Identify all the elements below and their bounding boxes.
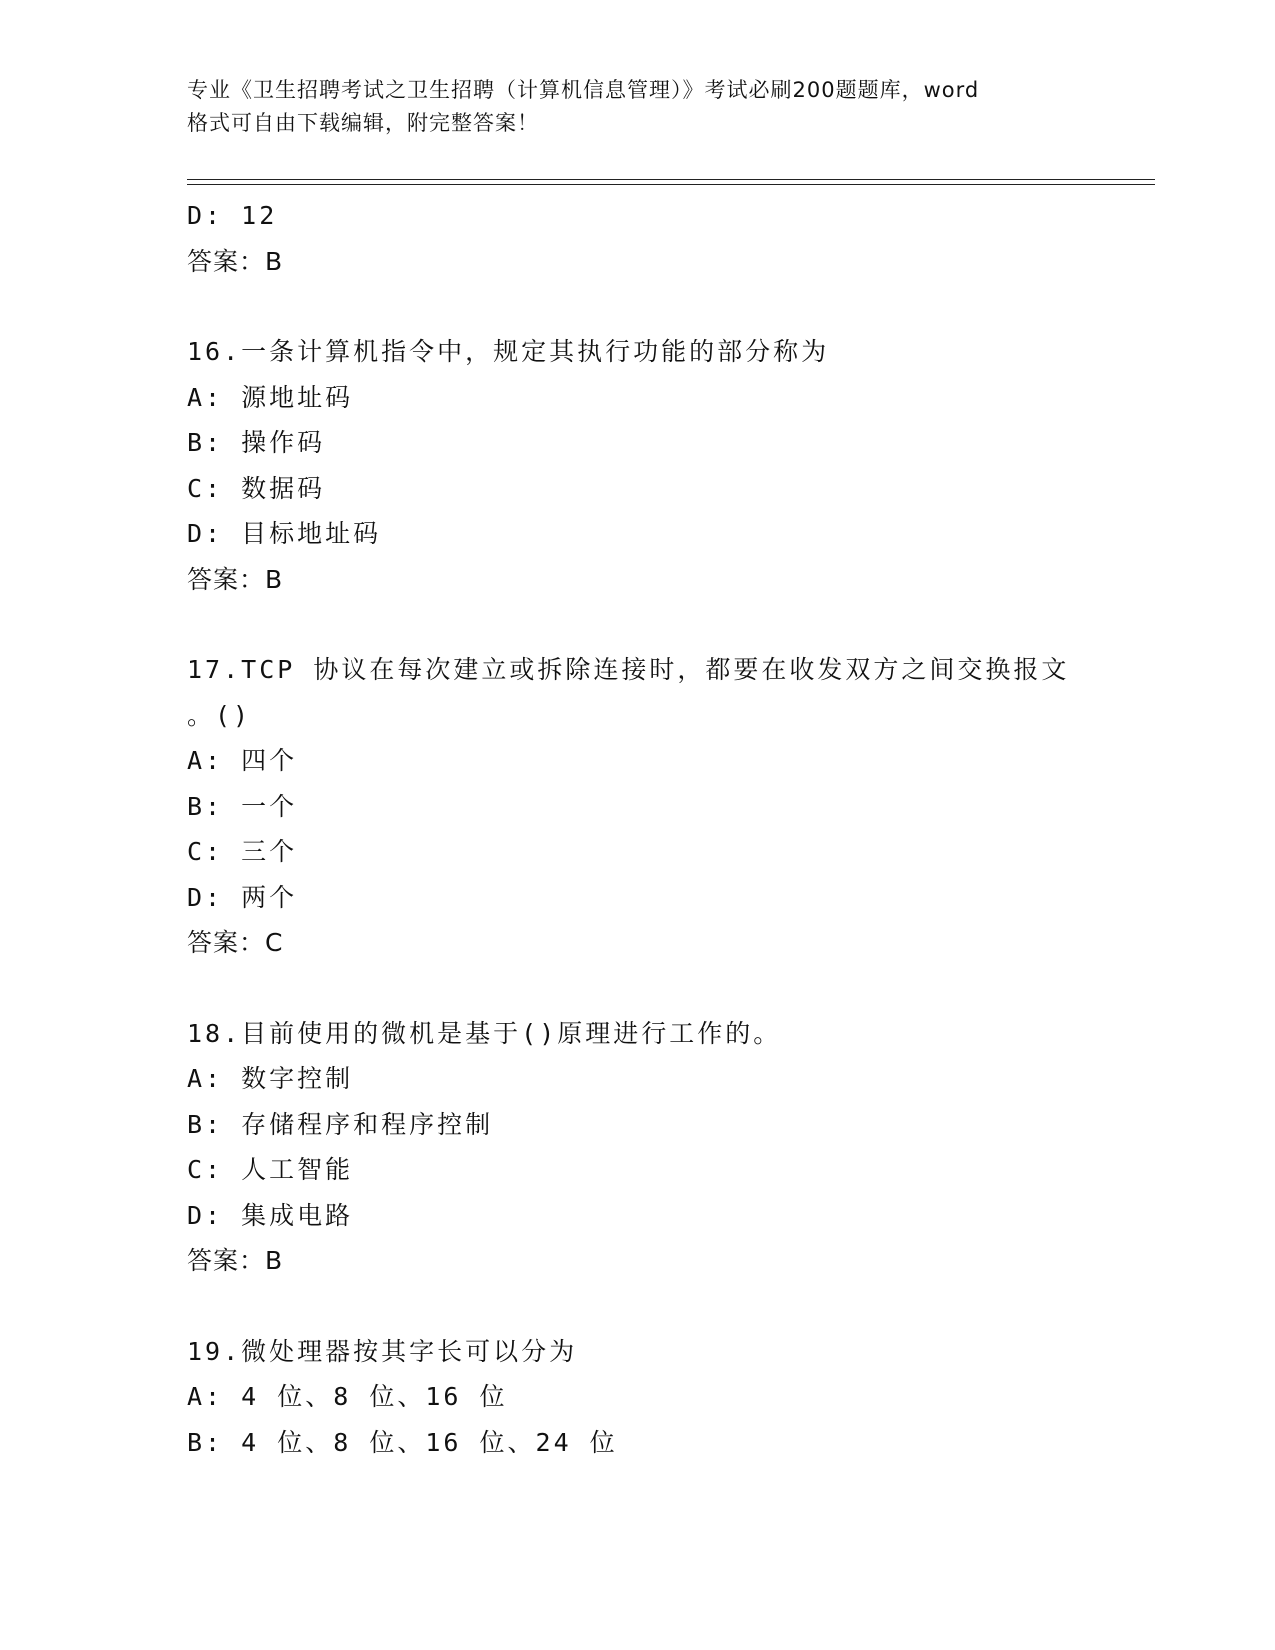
spacer	[187, 966, 1187, 1011]
question-stem: 18.目前使用的微机是基于()原理进行工作的。	[187, 1018, 782, 1048]
header-line-1: 专业《卫生招聘考试之卫生招聘（计算机信息管理）》考试必刷200题题库，word	[187, 78, 980, 102]
question-19	[187, 1329, 1187, 1466]
answer-line: 答案：B	[187, 564, 284, 594]
spacer	[187, 1284, 1187, 1329]
option-a: A: 源地址码	[187, 382, 354, 412]
question-content	[187, 193, 1187, 1465]
option-d: D: 目标地址码	[187, 519, 382, 548]
option-b: B: 存储程序和程序控制	[187, 1109, 494, 1139]
header-divider-bottom	[187, 184, 1155, 185]
question-stem: 19.微处理器按其字长可以分为	[187, 1336, 578, 1366]
option-a: A: 四个	[187, 746, 298, 775]
question-stem: 16.一条计算机指令中，规定其执行功能的部分称为	[187, 337, 830, 366]
question-18	[187, 1011, 1187, 1284]
option-b: B: 一个	[187, 791, 298, 821]
previous-question-tail	[187, 193, 1187, 284]
question-16	[187, 329, 1187, 602]
option-c: C: 数据码	[187, 473, 326, 503]
answer-line: 答案：C	[187, 928, 284, 957]
option-a: A: 4 位、8 位、16 位	[187, 1382, 508, 1411]
option-c: C: 三个	[187, 837, 298, 866]
option-a: A: 数字控制	[187, 1064, 354, 1093]
option-d: D: 集成电路	[187, 1200, 354, 1230]
header-divider-top	[187, 179, 1155, 180]
option-b: B: 操作码	[187, 428, 326, 457]
document-header	[187, 74, 1087, 140]
question-17	[187, 647, 1187, 966]
spacer	[187, 284, 1187, 329]
option-b: B: 4 位、8 位、16 位、24 位	[187, 1427, 618, 1457]
option-d: D: 12	[187, 201, 278, 230]
spacer	[187, 602, 1187, 647]
option-d: D: 两个	[187, 882, 298, 912]
option-c: C: 人工智能	[187, 1155, 354, 1184]
header-line-2: 格式可自由下载编辑，附完整答案！	[187, 111, 539, 135]
answer-line: 答案：B	[187, 246, 284, 276]
question-stem: 17.TCP 协议在每次建立或拆除连接时，都要在收发双方之间交换报文	[187, 655, 1070, 684]
question-stem-continued: 。()	[187, 700, 252, 730]
answer-line: 答案：B	[187, 1246, 284, 1275]
